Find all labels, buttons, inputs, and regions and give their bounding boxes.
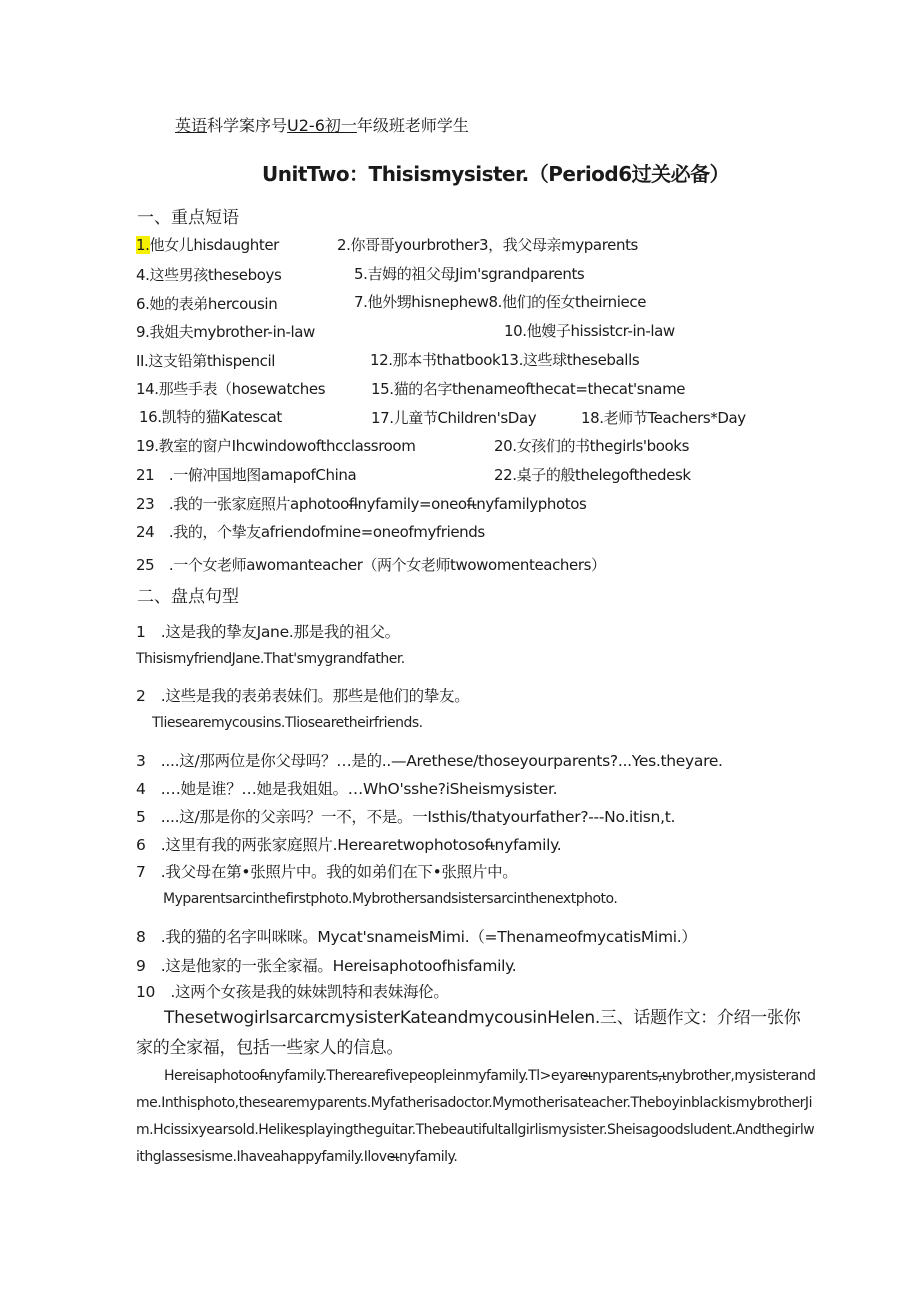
sentence-6: 6 .这里有我的两张家庭照片.Herearetwophotosofι̶nyfamily. [136,836,562,854]
sentence-5: 5 ....这/那是你的父亲吗？一不，不是。一Isthis/thatyourfather?---No.itisn,t. [136,808,676,826]
phrase-17: 17.儿童节Children'sDay [371,409,537,427]
phrase-1-text: 他女儿hisdaughter [149,236,279,254]
phrase-21: 21 .一俯冲国地图amapofChina [136,466,357,484]
phrase-14: 14.那些手表（hosewatches [136,380,326,398]
phrase-7-8: 7.他外甥hisnephew8.他们的侄女theirniece [354,293,647,311]
sentence-8: 8 .我的猫的名字叫咪咪。Mycat'snameisMimi.（=ThenameofmycatisMimi.） [136,928,697,946]
phrase-18: 18.老师节Teachers*Day [581,409,746,427]
phrase-20: 20.女孩们的书thegirls'books [494,437,690,455]
phrase-10: 10.他嫂子hissistcr-in-law [504,322,675,340]
phrase-11: II.这支铅第thispencil [136,352,276,370]
phrase-22: 22.桌子的般thelegofthedesk [494,466,691,484]
header-grade: 初一 [324,116,357,135]
phrase-23: 23 .我的一张家庭照片aphotoofl̶nyfamily=oneofι̶nyfamilyphotos [136,495,587,513]
header-text-2: 年级班老师学生 [356,116,469,135]
phrase-15: 15.猫的名字thenameofthecat=thecat'sname [371,380,686,398]
header-code: U2-6 [287,116,325,135]
header-subject: 英语 [175,116,208,135]
section-heading-sentences: 二、盘点句型 [137,587,239,607]
phrase-1-number: 1. [136,236,150,254]
phrase-24: 24 .我的，个挚友afriendofmine=oneofmyfriends [136,523,485,541]
header-text-1: 科学案序号 [207,116,288,135]
sentence-2-chinese: 2 .这些是我的表弟表妹们。那些是他们的挚友。 [136,687,470,705]
phrase-2-3: 2.你哥哥yourbrother3，我父母亲myparents [337,236,638,254]
phrase-9: 9.我姐夫mybrother-in-law [136,323,315,341]
phrase-5: 5.吉姆的祖父母Jim'sgrandparents [354,265,585,283]
phrase-6: 6.她的表弟hercousin [136,295,278,313]
header-line [175,113,469,136]
essay-paragraph: Hereisaphotoofι̶nyfamily.Therearefivepeopleinmyfamily.Tl>eyareι̶nyparents,ι̶nybrother,mysisterandme.Inthisphoto,thesearemyparents.Myfatherisadoctor.Mymotherisateacher.TheboyinblackismybrotherJim.Hcissixyearsold.Helikesplayingtheguitar.Thebeautifultallgirlismysister.Sheisagoodsludent.Andthegirlwithglassesisme.Ihaveahappyfamily.Iloveι̶nyfamily. [136,1068,816,1165]
sentence-1-chinese: 1 .这是我的挚友Jane.那是我的祖父。 [136,623,400,641]
phrase-4: 4.这些男孩theseboys [136,266,282,284]
phrase-1 [136,234,279,255]
sentence-2-english: Tliesearemycousins.Tliosearetheirfriends. [152,715,423,731]
phrase-16: 16.凯特的猫Katescat [139,408,282,426]
phrase-12-13: 12.那本书thatbook13.这些球theseballs [370,351,640,369]
sentence-3: 3 ....这/那两位是你父母吗？…是的..—Arethese/thoseyourparents?...Yes.theyare. [136,752,723,770]
sentence-4: 4 .…她是谁？…她是我姐姐。…WhO'sshe?iSheismysister. [136,780,558,798]
phrase-19: 19.教室的窗户Ihcwindowofthcclassroom [136,437,416,455]
page-title: UnitTwo：Thisismysister.（Period6过关必备） [262,162,730,186]
sentence-1-english: ThisismyfriendJane.That'smygrandfather. [136,651,405,667]
phrase-25: 25 .一个女老师awomanteacher（两个女老师twowomenteachers） [136,556,606,574]
sentence-7-english: Myparentsarcinthefirstphoto.Mybrothersandsistersarcinthenextphoto. [163,891,618,907]
section-heading-phrases: 一、重点短语 [137,208,239,228]
sentence-10-chinese: 10 .这两个女孩是我的妹妹凯特和表妹海伦。 [136,983,449,1001]
sentence-9: 9 .这是他家的一张全家福。Hereisaphotoofhisfamily. [136,957,517,975]
sentence-7-chinese: 7 .我父母在第•张照片中。我的如弟们在下•张照片中。 [136,863,518,881]
sentence-10-english-and-essay-prompt: ThesetwogirlsarcarcmysisterKateandmycousinHelen.三、话题作文：介绍一张你家的全家福，包括一些家人的信息。 [136,1008,801,1058]
